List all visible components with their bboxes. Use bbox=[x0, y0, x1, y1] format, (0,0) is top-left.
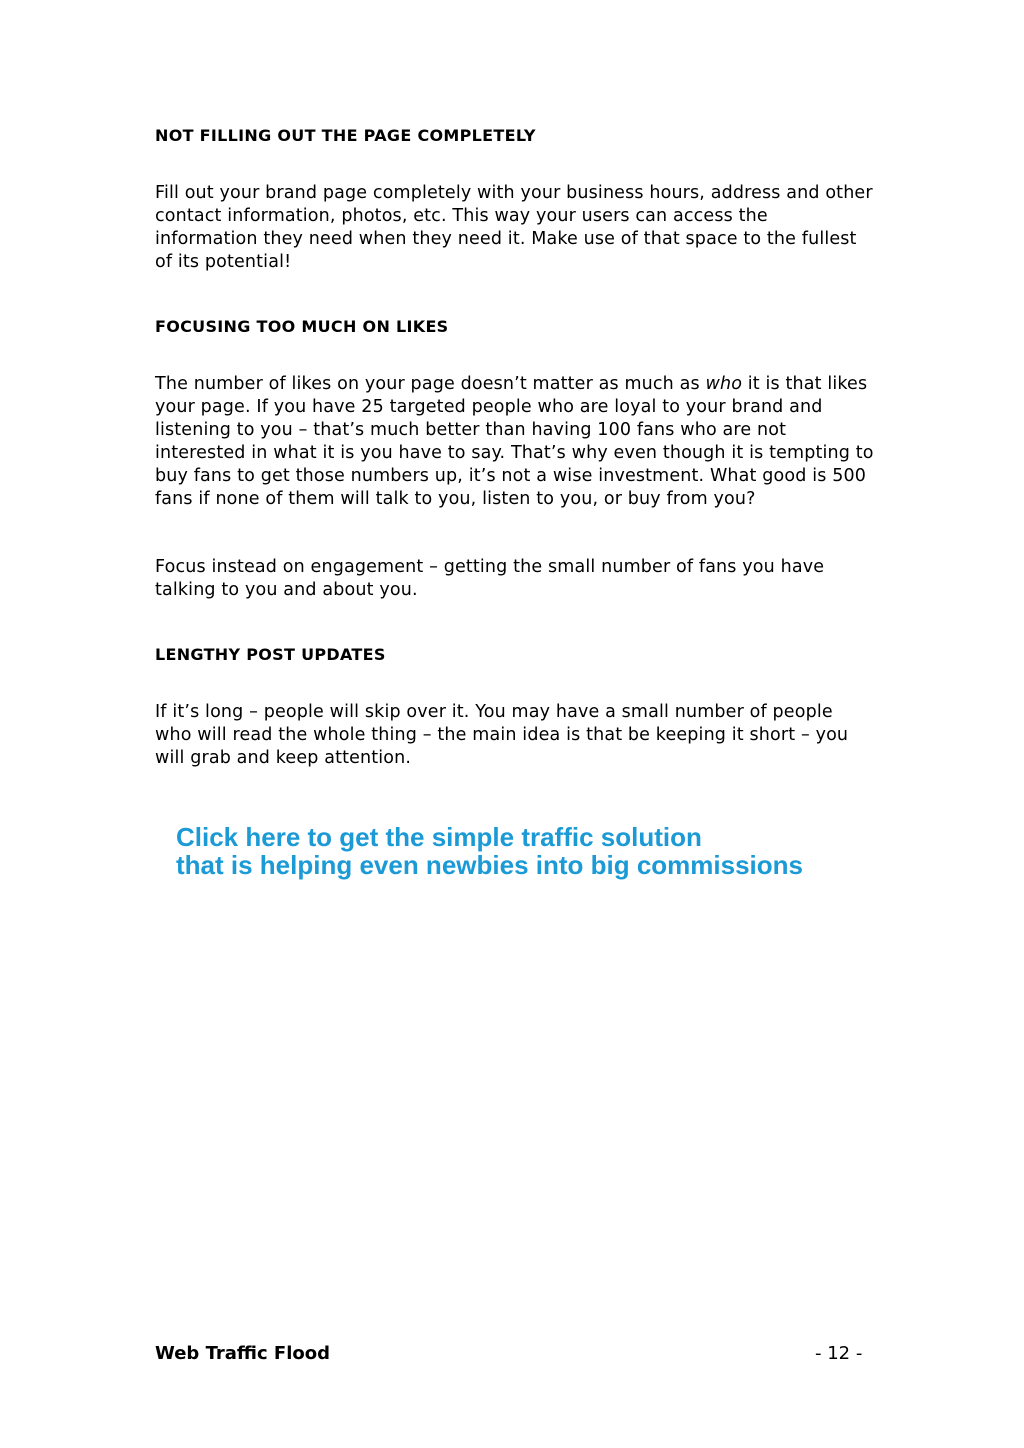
footer-title: Web Traffic Flood bbox=[155, 1343, 330, 1364]
footer-page-number: - 12 - bbox=[815, 1343, 863, 1364]
paragraph-text-before: The number of likes on your page doesn’t matter as much as bbox=[155, 374, 706, 394]
section-heading-focusing-on-likes: FOCUSING TOO MUCH ON LIKES bbox=[155, 317, 449, 336]
paragraph-text-after: it is that likes your page. If you have 25 targeted people who are loyal to your brand and listening to you – that’s much better than having 100 fans who are not interested in what it is you have to say. That’s why even though it is tempting to buy fans to get those numbers up, it’s not a wise investment. What good is 500 fans if none of them will talk to you, listen to you, or buy from you? bbox=[155, 374, 874, 509]
emphasis-who: who bbox=[705, 374, 743, 394]
paragraph-number-of-likes bbox=[155, 373, 875, 511]
traffic-solution-link[interactable] bbox=[176, 823, 803, 879]
section-heading-lengthy-post-updates: LENGTHY POST UPDATES bbox=[155, 645, 386, 664]
traffic-solution-link-line1[interactable]: Click here to get the simple traffic solution bbox=[176, 822, 702, 852]
paragraph-focus-on-engagement: Focus instead on engagement – getting the small number of fans you have talking to you and about you. bbox=[155, 557, 825, 600]
section-heading-not-filling-out: NOT FILLING OUT THE PAGE COMPLETELY bbox=[155, 126, 536, 145]
paragraph-if-its-long: If it’s long – people will skip over it. You may have a small number of people who will read the whole thing – the main idea is that be keeping it short – you will grab and keep attention. bbox=[155, 702, 849, 768]
traffic-solution-link-line2[interactable]: that is helping even newbies into big commissions bbox=[176, 850, 803, 880]
paragraph-fill-out-page: Fill out your brand page completely with your business hours, address and other contact information, photos, etc. This way your users can access the information they need when they need it. Make use of that space to the fullest of its potential! bbox=[155, 183, 873, 272]
